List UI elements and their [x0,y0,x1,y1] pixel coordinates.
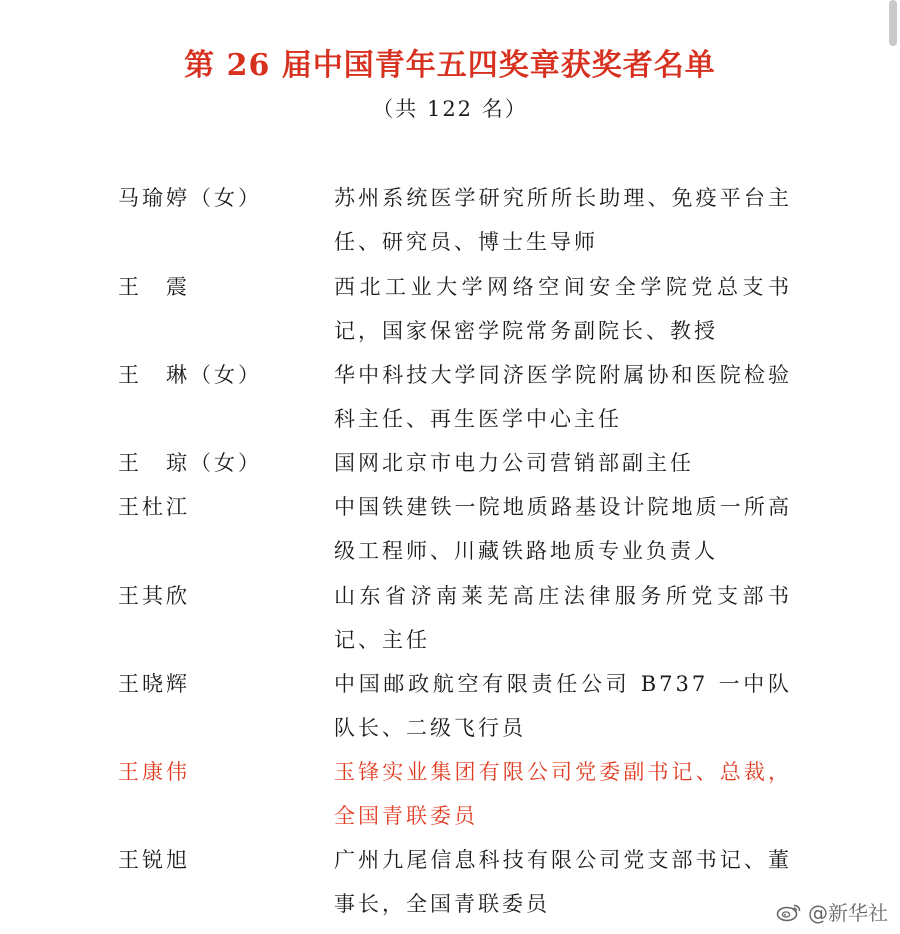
watermark-text: @新华社 [808,901,888,925]
awardee-description: 西北工业大学网络空间安全学院党总支书记，国家保密学院常务副院长、教授 [334,275,792,343]
document-subtitle: （共 122 名） [372,97,528,121]
awardee-description: 国网北京市电力公司营销部副主任 [334,451,694,475]
awardee-description: 玉锋实业集团有限公司党委副书记、总裁，全国青联委员 [334,760,792,828]
awardee-description: 中国邮政航空有限责任公司 B737 一中队队长、二级飞行员 [334,672,792,740]
awardee-description: 苏州系统医学研究所所长助理、免疫平台主任、研究员、博士生导师 [334,186,792,254]
awardee-name: 王 琼（女） [118,451,262,475]
awardee-name: 王晓辉 [118,672,190,696]
awardee-name: 王 震 [118,275,190,299]
awardee-description: 中国铁建铁一院地质路基设计院地质一所高级工程师、川藏铁路地质专业负责人 [334,495,792,563]
awardee-description: 山东省济南莱芜高庄法律服务所党支部书记、主任 [334,584,792,652]
awardee-name: 王杜江 [118,495,190,519]
awardee-name: 王 琳（女） [118,363,262,387]
awardee-description: 华中科技大学同济医学院附属协和医院检验科主任、再生医学中心主任 [334,363,792,431]
awardee-name: 王其欣 [118,584,190,608]
weibo-icon [776,902,802,922]
document-title: 第 26 届中国青年五四奖章获奖者名单 [184,48,716,83]
awardee-name: 王康伟 [118,760,190,784]
awardee-description: 广州九尾信息科技有限公司党支部书记、董事长，全国青联委员 [334,848,792,916]
awardee-name: 王锐旭 [118,848,190,872]
watermark [776,897,888,926]
awardee-name: 马瑜婷（女） [118,186,262,210]
